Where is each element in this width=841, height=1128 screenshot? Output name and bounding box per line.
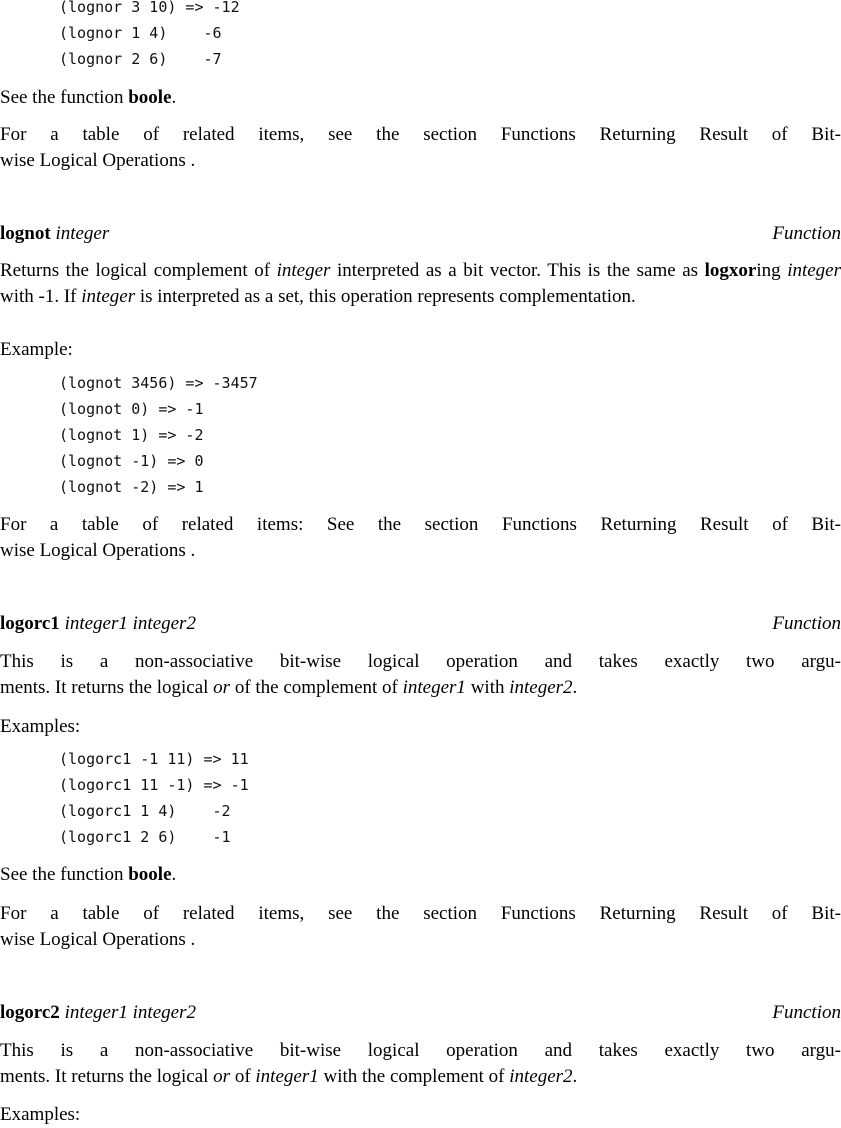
code-line: (logorc1 -1 11) => 11 [59,750,249,768]
example-label: Examples: [0,1104,81,1125]
code-line: (logorc1 2 6) -1 [59,828,231,846]
entry-kind: Function [772,613,841,634]
function-link[interactable]: boole [128,864,172,885]
code-line: (lognor 3 10) => -12 [59,0,240,16]
entry-kind: Function [772,1002,841,1023]
function-name: logorc1 [0,613,60,634]
entry-description: This is a non-associative bit-wise logical operation and takes exactly two argu- ments. It returns the logical or of the complement of integer1 with integer2. [0,651,841,698]
related-table-note: For a table of related items, see the section Functions Returning Result of Bit- wise Logical Operations . [0,903,841,950]
related-table-note: For a table of related items: See the section Functions Returning Result of Bit- wise Logical Operations . [0,514,841,561]
function-args: integer1 integer2 [64,613,196,634]
entry-header-logorc2 [0,1000,841,1026]
code-line: (lognot 0) => -1 [59,400,204,418]
entry-header-lognot [0,221,841,247]
function-name: logorc2 [0,1002,60,1023]
function-args: integer1 integer2 [64,1002,196,1023]
see-also-line: See the function boole. [0,864,177,885]
code-line: (lognot 3456) => -3457 [59,374,258,392]
code-line: (logorc1 11 -1) => -1 [59,776,249,794]
example-label: Example: [0,339,73,360]
entry-description: This is a non-associative bit-wise logical operation and takes exactly two argu- ments. It returns the logical or of integer1 with the complement of integer2. [0,1040,841,1087]
entry-kind: Function [772,223,841,244]
code-line: (lognor 1 4) -6 [59,24,222,42]
code-line: (lognot -1) => 0 [59,452,204,470]
function-name: lognot [0,223,51,244]
function-link[interactable]: boole [128,87,172,108]
code-line: (lognot -2) => 1 [59,478,204,496]
code-line: (lognor 2 6) -7 [59,50,222,68]
function-link[interactable]: logxor [704,260,757,281]
entry-header-logorc1 [0,611,841,637]
code-line: (logorc1 1 4) -2 [59,802,231,820]
code-line: (lognot 1) => -2 [59,426,204,444]
function-args: integer [55,223,110,244]
example-label: Examples: [0,716,81,737]
entry-description: Returns the logical complement of integer interpreted as a bit vector. This is the same as logxoring integer with -1. If integer is interpreted as a set, this operation represents complementation. [0,260,841,307]
see-also-line: See the function boole. [0,87,177,108]
related-table-note: For a table of related items, see the section Functions Returning Result of Bit- wise Logical Operations . [0,124,841,171]
